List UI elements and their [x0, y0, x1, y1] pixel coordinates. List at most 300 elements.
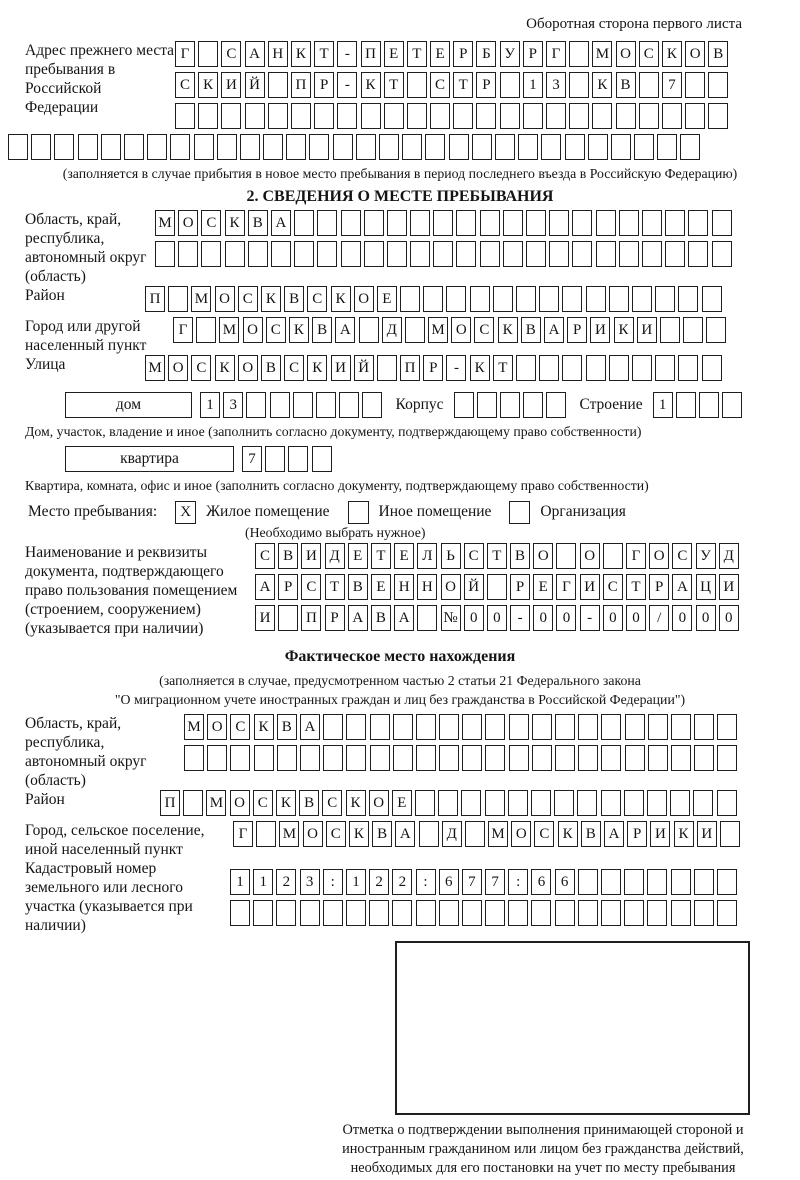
char-box[interactable]: 7	[662, 72, 682, 98]
char-box[interactable]: 0	[719, 605, 739, 631]
char-box[interactable]	[639, 103, 659, 129]
char-box[interactable]	[717, 869, 737, 895]
char-box[interactable]: :	[416, 869, 436, 895]
char-box[interactable]: Г	[175, 41, 195, 67]
char-box[interactable]	[405, 317, 425, 343]
char-box[interactable]: Е	[430, 41, 450, 67]
char-box[interactable]	[221, 103, 241, 129]
char-box[interactable]: И	[697, 821, 717, 847]
char-box[interactable]	[554, 790, 574, 816]
char-box[interactable]	[611, 134, 631, 160]
char-box[interactable]	[101, 134, 121, 160]
char-box[interactable]	[291, 103, 311, 129]
char-box[interactable]: И	[301, 543, 321, 569]
char-box[interactable]	[708, 72, 728, 98]
char-box[interactable]: 0	[696, 605, 716, 631]
char-box[interactable]	[410, 210, 430, 236]
char-box[interactable]: С	[326, 821, 346, 847]
char-box[interactable]: С	[474, 317, 494, 343]
char-box[interactable]	[516, 355, 536, 381]
char-box[interactable]	[453, 103, 473, 129]
char-box[interactable]	[706, 317, 726, 343]
char-box[interactable]: М	[428, 317, 448, 343]
char-box[interactable]: В	[284, 286, 304, 312]
char-box[interactable]	[569, 103, 589, 129]
char-box[interactable]: О	[303, 821, 323, 847]
char-box[interactable]: :	[508, 869, 528, 895]
char-box[interactable]	[438, 790, 458, 816]
char-box[interactable]	[508, 900, 528, 926]
char-box[interactable]: К	[674, 821, 694, 847]
char-box[interactable]: 6	[555, 869, 575, 895]
char-box[interactable]: Д	[719, 543, 739, 569]
char-box[interactable]: Й	[245, 72, 265, 98]
char-box[interactable]: Н	[268, 41, 288, 67]
char-box[interactable]	[555, 745, 575, 771]
char-box[interactable]	[526, 210, 546, 236]
char-box[interactable]	[648, 714, 668, 740]
residence-checkbox-other[interactable]	[348, 501, 369, 524]
char-box[interactable]: О	[230, 790, 250, 816]
char-box[interactable]	[346, 714, 366, 740]
char-box[interactable]: К	[198, 72, 218, 98]
char-box[interactable]: Е	[394, 543, 414, 569]
char-box[interactable]	[657, 134, 677, 160]
char-box[interactable]	[642, 241, 662, 267]
char-box[interactable]: О	[215, 286, 235, 312]
char-box[interactable]	[402, 134, 422, 160]
char-box[interactable]: А	[271, 210, 291, 236]
char-box[interactable]	[230, 745, 250, 771]
char-box[interactable]	[300, 745, 320, 771]
char-box[interactable]: О	[511, 821, 531, 847]
char-box[interactable]: С	[307, 286, 327, 312]
char-box[interactable]: С	[201, 210, 221, 236]
char-box[interactable]: -	[337, 72, 357, 98]
char-box[interactable]: Й	[354, 355, 374, 381]
char-box[interactable]	[539, 286, 559, 312]
char-box[interactable]	[493, 286, 513, 312]
char-box[interactable]: 1	[230, 869, 250, 895]
char-box[interactable]	[462, 900, 482, 926]
char-box[interactable]: И	[650, 821, 670, 847]
char-box[interactable]	[562, 286, 582, 312]
char-box[interactable]	[694, 714, 714, 740]
char-box[interactable]	[198, 41, 218, 67]
char-box[interactable]: Р	[523, 41, 543, 67]
char-box[interactable]: Р	[278, 574, 298, 600]
char-box[interactable]	[588, 134, 608, 160]
char-box[interactable]	[541, 134, 561, 160]
char-box[interactable]	[624, 900, 644, 926]
char-box[interactable]: Т	[493, 355, 513, 381]
char-box[interactable]: О	[580, 543, 600, 569]
char-box[interactable]	[430, 103, 450, 129]
char-box[interactable]	[359, 317, 379, 343]
char-box[interactable]: И	[580, 574, 600, 600]
char-box[interactable]	[449, 134, 469, 160]
char-box[interactable]	[562, 355, 582, 381]
char-box[interactable]: М	[145, 355, 165, 381]
char-box[interactable]	[632, 286, 652, 312]
char-box[interactable]: А	[395, 821, 415, 847]
char-box[interactable]	[532, 745, 552, 771]
char-box[interactable]	[286, 134, 306, 160]
char-box[interactable]: К	[498, 317, 518, 343]
char-box[interactable]: 1	[523, 72, 543, 98]
char-box[interactable]	[678, 286, 698, 312]
char-box[interactable]: Е	[377, 286, 397, 312]
char-box[interactable]	[253, 900, 273, 926]
char-box[interactable]: Т	[487, 543, 507, 569]
char-box[interactable]: К	[289, 317, 309, 343]
char-box[interactable]: О	[649, 543, 669, 569]
char-box[interactable]: И	[331, 355, 351, 381]
char-box[interactable]	[446, 286, 466, 312]
char-box[interactable]	[578, 900, 598, 926]
char-box[interactable]: В	[277, 714, 297, 740]
char-box[interactable]	[201, 241, 221, 267]
char-box[interactable]	[717, 790, 737, 816]
char-box[interactable]	[671, 745, 691, 771]
char-box[interactable]	[694, 900, 714, 926]
char-box[interactable]: С	[603, 574, 623, 600]
char-box[interactable]: Е	[392, 790, 412, 816]
char-box[interactable]: Ь	[441, 543, 461, 569]
char-box[interactable]: М	[191, 286, 211, 312]
char-box[interactable]	[647, 790, 667, 816]
char-box[interactable]: Р	[627, 821, 647, 847]
char-box[interactable]: У	[696, 543, 716, 569]
char-box[interactable]: В	[312, 317, 332, 343]
char-box[interactable]: 1	[653, 392, 673, 418]
char-box[interactable]	[415, 790, 435, 816]
char-box[interactable]	[508, 790, 528, 816]
char-box[interactable]	[586, 286, 606, 312]
char-box[interactable]	[178, 241, 198, 267]
char-box[interactable]	[392, 900, 412, 926]
char-box[interactable]	[509, 714, 529, 740]
char-box[interactable]: П	[400, 355, 420, 381]
char-box[interactable]: В	[510, 543, 530, 569]
char-box[interactable]: 2	[369, 869, 389, 895]
char-box[interactable]	[384, 103, 404, 129]
char-box[interactable]: 0	[464, 605, 484, 631]
char-box[interactable]	[555, 714, 575, 740]
char-box[interactable]	[196, 317, 216, 343]
char-box[interactable]	[665, 210, 685, 236]
char-box[interactable]	[433, 210, 453, 236]
char-box[interactable]: С	[284, 355, 304, 381]
char-box[interactable]	[339, 392, 359, 418]
char-box[interactable]: Т	[384, 72, 404, 98]
char-box[interactable]	[456, 210, 476, 236]
char-box[interactable]	[639, 72, 659, 98]
char-box[interactable]: И	[221, 72, 241, 98]
char-box[interactable]: И	[590, 317, 610, 343]
char-box[interactable]	[225, 241, 245, 267]
char-box[interactable]	[592, 103, 612, 129]
char-box[interactable]: С	[639, 41, 659, 67]
char-box[interactable]: К	[614, 317, 634, 343]
char-box[interactable]: М	[155, 210, 175, 236]
char-box[interactable]: 1	[253, 869, 273, 895]
char-box[interactable]	[240, 134, 260, 160]
residence-checkbox-dwelling[interactable]: X	[175, 501, 196, 524]
char-box[interactable]: О	[207, 714, 227, 740]
char-box[interactable]: Е	[384, 41, 404, 67]
char-box[interactable]: А	[544, 317, 564, 343]
char-box[interactable]	[423, 286, 443, 312]
char-box[interactable]	[680, 134, 700, 160]
char-box[interactable]: С	[191, 355, 211, 381]
char-box[interactable]: 7	[242, 446, 262, 472]
char-box[interactable]	[393, 714, 413, 740]
char-box[interactable]	[688, 241, 708, 267]
char-box[interactable]: В	[248, 210, 268, 236]
char-box[interactable]	[168, 286, 188, 312]
char-box[interactable]	[323, 900, 343, 926]
char-box[interactable]: Г	[546, 41, 566, 67]
char-box[interactable]: Е	[348, 543, 368, 569]
char-box[interactable]	[500, 103, 520, 129]
char-box[interactable]	[683, 317, 703, 343]
char-box[interactable]	[454, 392, 474, 418]
char-box[interactable]	[555, 900, 575, 926]
char-box[interactable]	[616, 103, 636, 129]
char-box[interactable]: Е	[371, 574, 391, 600]
char-box[interactable]	[624, 869, 644, 895]
char-box[interactable]	[333, 134, 353, 160]
char-box[interactable]: -	[337, 41, 357, 67]
char-box[interactable]	[433, 241, 453, 267]
char-box[interactable]: 0	[556, 605, 576, 631]
char-box[interactable]: М	[592, 41, 612, 67]
char-box[interactable]: Р	[510, 574, 530, 600]
char-box[interactable]	[312, 446, 332, 472]
char-box[interactable]	[717, 714, 737, 740]
char-box[interactable]	[461, 790, 481, 816]
char-box[interactable]	[531, 790, 551, 816]
char-box[interactable]: С	[534, 821, 554, 847]
char-box[interactable]: Р	[476, 72, 496, 98]
char-box[interactable]: А	[672, 574, 692, 600]
char-box[interactable]: П	[361, 41, 381, 67]
char-box[interactable]	[317, 241, 337, 267]
char-box[interactable]	[671, 869, 691, 895]
char-box[interactable]	[577, 790, 597, 816]
char-box[interactable]	[634, 134, 654, 160]
char-box[interactable]: К	[225, 210, 245, 236]
char-box[interactable]	[362, 392, 382, 418]
char-box[interactable]	[671, 900, 691, 926]
char-box[interactable]: Р	[453, 41, 473, 67]
char-box[interactable]: С	[266, 317, 286, 343]
char-box[interactable]	[485, 745, 505, 771]
char-box[interactable]: М	[206, 790, 226, 816]
char-box[interactable]: -	[580, 605, 600, 631]
char-box[interactable]	[702, 286, 722, 312]
char-box[interactable]	[532, 714, 552, 740]
char-box[interactable]	[549, 241, 569, 267]
char-box[interactable]	[294, 210, 314, 236]
char-box[interactable]: К	[558, 821, 578, 847]
char-box[interactable]	[456, 241, 476, 267]
char-box[interactable]	[419, 821, 439, 847]
char-box[interactable]: 0	[487, 605, 507, 631]
char-box[interactable]: Р	[325, 605, 345, 631]
char-box[interactable]	[184, 745, 204, 771]
residence-checkbox-organization[interactable]	[509, 501, 530, 524]
char-box[interactable]	[425, 134, 445, 160]
char-box[interactable]: О	[243, 317, 263, 343]
char-box[interactable]	[465, 821, 485, 847]
char-box[interactable]	[309, 134, 329, 160]
char-box[interactable]	[722, 392, 742, 418]
char-box[interactable]: И	[637, 317, 657, 343]
char-box[interactable]: В	[521, 317, 541, 343]
char-box[interactable]: Н	[394, 574, 414, 600]
char-box[interactable]: 0	[533, 605, 553, 631]
char-box[interactable]: О	[178, 210, 198, 236]
char-box[interactable]	[346, 745, 366, 771]
char-box[interactable]	[609, 286, 629, 312]
char-box[interactable]: №	[441, 605, 461, 631]
char-box[interactable]: О	[451, 317, 471, 343]
char-box[interactable]	[387, 210, 407, 236]
char-box[interactable]: -	[446, 355, 466, 381]
char-box[interactable]	[655, 355, 675, 381]
char-box[interactable]	[694, 745, 714, 771]
char-box[interactable]	[170, 134, 190, 160]
char-box[interactable]	[523, 392, 543, 418]
char-box[interactable]	[485, 714, 505, 740]
char-box[interactable]	[665, 241, 685, 267]
char-box[interactable]	[609, 355, 629, 381]
char-box[interactable]	[694, 869, 714, 895]
char-box[interactable]: К	[307, 355, 327, 381]
char-box[interactable]	[377, 355, 397, 381]
char-box[interactable]: Д	[325, 543, 345, 569]
char-box[interactable]	[462, 714, 482, 740]
char-box[interactable]: В	[348, 574, 368, 600]
char-box[interactable]	[603, 543, 623, 569]
char-box[interactable]	[175, 103, 195, 129]
char-box[interactable]: К	[346, 790, 366, 816]
char-box[interactable]	[601, 790, 621, 816]
char-box[interactable]: К	[215, 355, 235, 381]
char-box[interactable]: О	[441, 574, 461, 600]
char-box[interactable]	[702, 355, 722, 381]
char-box[interactable]	[660, 317, 680, 343]
char-box[interactable]	[708, 103, 728, 129]
char-box[interactable]	[439, 745, 459, 771]
char-box[interactable]	[8, 134, 28, 160]
char-box[interactable]: А	[245, 41, 265, 67]
char-box[interactable]	[685, 103, 705, 129]
char-box[interactable]	[317, 210, 337, 236]
char-box[interactable]	[642, 210, 662, 236]
char-box[interactable]	[341, 241, 361, 267]
char-box[interactable]	[293, 392, 313, 418]
char-box[interactable]	[546, 392, 566, 418]
char-box[interactable]	[556, 543, 576, 569]
char-box[interactable]	[518, 134, 538, 160]
char-box[interactable]	[379, 134, 399, 160]
char-box[interactable]	[476, 103, 496, 129]
char-box[interactable]	[155, 241, 175, 267]
char-box[interactable]	[596, 210, 616, 236]
char-box[interactable]	[256, 821, 276, 847]
char-box[interactable]: О	[369, 790, 389, 816]
char-box[interactable]	[470, 286, 490, 312]
char-box[interactable]	[400, 286, 420, 312]
char-box[interactable]	[337, 103, 357, 129]
char-box[interactable]: 0	[603, 605, 623, 631]
char-box[interactable]: У	[500, 41, 520, 67]
char-box[interactable]	[601, 714, 621, 740]
char-box[interactable]: 6	[531, 869, 551, 895]
char-box[interactable]: И	[255, 605, 275, 631]
char-box[interactable]	[596, 241, 616, 267]
char-box[interactable]	[346, 900, 366, 926]
char-box[interactable]	[54, 134, 74, 160]
char-box[interactable]	[601, 900, 621, 926]
char-box[interactable]	[495, 134, 515, 160]
char-box[interactable]	[407, 72, 427, 98]
char-box[interactable]: :	[323, 869, 343, 895]
char-box[interactable]: С	[221, 41, 241, 67]
char-box[interactable]	[124, 134, 144, 160]
char-box[interactable]	[569, 41, 589, 67]
char-box[interactable]	[288, 446, 308, 472]
char-box[interactable]	[410, 241, 430, 267]
char-box[interactable]: 0	[672, 605, 692, 631]
char-box[interactable]	[546, 103, 566, 129]
char-box[interactable]: О	[616, 41, 636, 67]
char-box[interactable]	[477, 392, 497, 418]
char-box[interactable]	[487, 574, 507, 600]
char-box[interactable]: А	[255, 574, 275, 600]
char-box[interactable]: С	[464, 543, 484, 569]
char-box[interactable]: В	[616, 72, 636, 98]
char-box[interactable]	[503, 210, 523, 236]
char-box[interactable]	[712, 210, 732, 236]
char-box[interactable]	[500, 392, 520, 418]
char-box[interactable]: Г	[626, 543, 646, 569]
char-box[interactable]	[523, 103, 543, 129]
char-box[interactable]	[485, 900, 505, 926]
char-box[interactable]	[586, 355, 606, 381]
char-box[interactable]: 7	[462, 869, 482, 895]
char-box[interactable]: П	[145, 286, 165, 312]
char-box[interactable]	[407, 103, 427, 129]
char-box[interactable]	[500, 72, 520, 98]
char-box[interactable]: Г	[233, 821, 253, 847]
char-box[interactable]	[648, 745, 668, 771]
char-box[interactable]: Р	[423, 355, 443, 381]
char-box[interactable]: К	[349, 821, 369, 847]
char-box[interactable]: Ц	[696, 574, 716, 600]
char-box[interactable]	[693, 790, 713, 816]
char-box[interactable]	[676, 392, 696, 418]
char-box[interactable]	[480, 241, 500, 267]
char-box[interactable]	[217, 134, 237, 160]
char-box[interactable]	[207, 745, 227, 771]
char-box[interactable]: С	[175, 72, 195, 98]
char-box[interactable]	[248, 241, 268, 267]
char-box[interactable]: 2	[276, 869, 296, 895]
